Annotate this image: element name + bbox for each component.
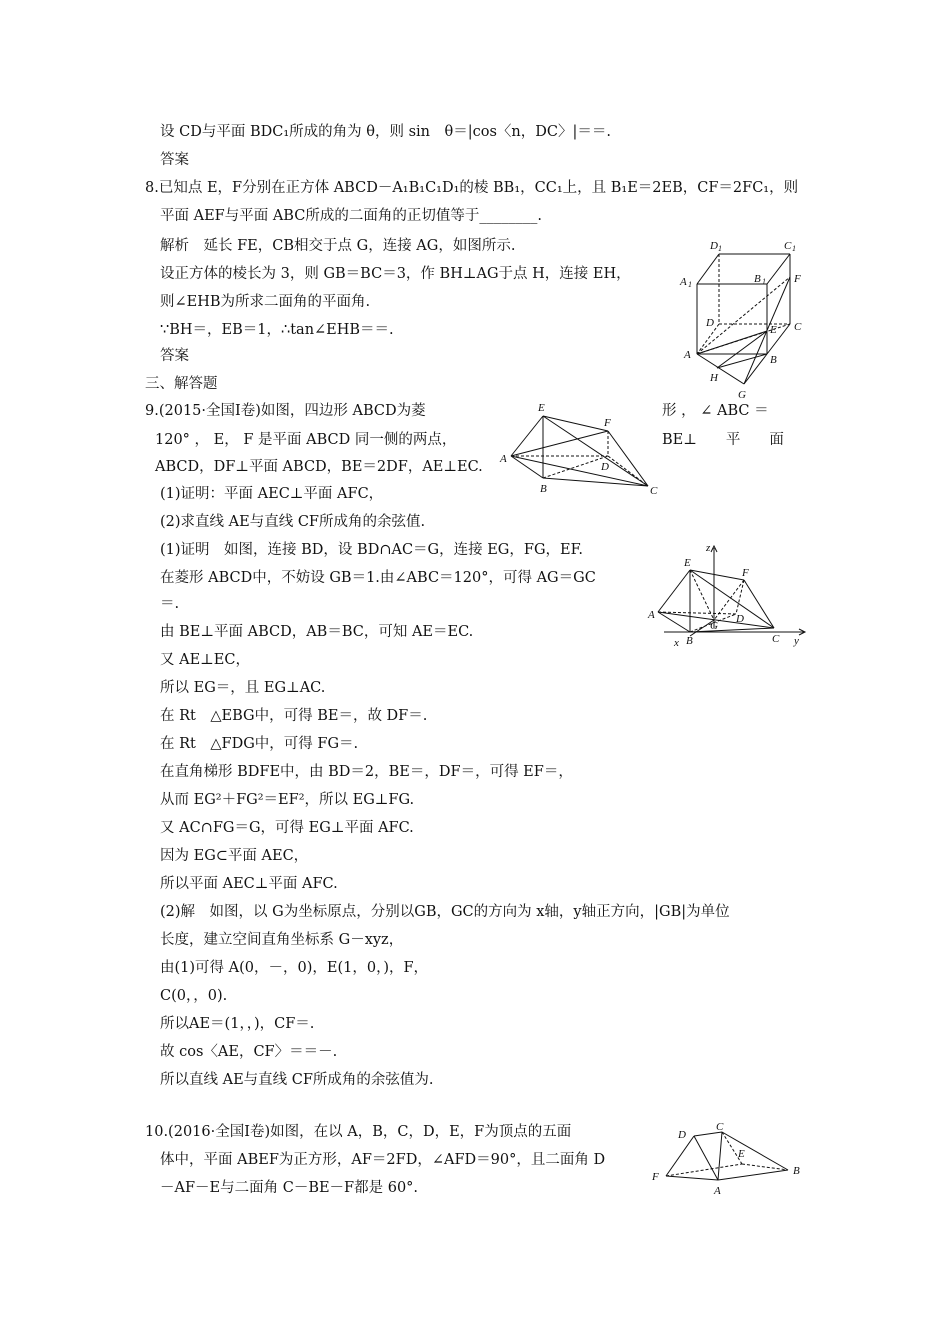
- q9-solution: 所以直线 AE与直线 CF所成角的余弦值为.: [160, 1072, 434, 1088]
- q9-part1: (1)证明：平面 AEC⊥平面 AFC，: [160, 486, 384, 502]
- label-C: C: [772, 633, 780, 645]
- label-E: E: [684, 557, 691, 569]
- label-F: F: [604, 417, 611, 429]
- label-E: E: [738, 1148, 745, 1160]
- q9-stem: 9.(2015·全国Ⅰ卷)如图，四边形 ABCD为菱: [145, 403, 426, 419]
- q10-stem: 体中，平面 ABEF为正方形，AF＝2FD，∠AFD＝90°，且二面角 D: [160, 1152, 606, 1168]
- q9-solution: 由 BE⊥平面 ABCD，AB＝BC，可知 AE＝EC.: [160, 624, 474, 640]
- q9-solution: 长度，建立空间直角坐标系 G－xyz，: [160, 932, 404, 948]
- label-C: C: [650, 485, 658, 497]
- q9-solution: 所以 EG＝，且 EG⊥AC.: [160, 680, 326, 696]
- label-x: x: [674, 637, 679, 649]
- q10-stem: 10.(2016·全国Ⅰ卷)如图，在以 A，B，C，D，E，F为顶点的五面: [145, 1124, 572, 1140]
- svg-text:1: 1: [792, 244, 796, 253]
- q9-stem: BE⊥ 平 面: [662, 432, 784, 448]
- label-F: F: [794, 273, 801, 285]
- label-D: D: [601, 461, 609, 473]
- q9-solution: ＝.: [160, 596, 180, 612]
- label-A1: A: [680, 276, 687, 288]
- q10-stem: －AF－E与二面角 C－BE－F都是 60°.: [160, 1180, 419, 1196]
- label-A: A: [500, 453, 507, 465]
- label-C: C: [716, 1121, 724, 1133]
- q9-stem: ABCD，DF⊥平面 ABCD，BE＝2DF，AE⊥EC.: [155, 459, 483, 475]
- q9-solution: 又 AC∩FG＝G，可得 EG⊥平面 AFC.: [160, 820, 414, 836]
- q9-solution: 故 cos〈AE，CF〉＝＝－.: [160, 1044, 338, 1060]
- label-D: D: [706, 317, 714, 329]
- q9-stem: 120° ， E， F 是平面 ABCD 同一侧的两点，: [155, 432, 457, 448]
- q9-solution: 在菱形 ABCD中，不妨设 GB＝1.由∠ABC＝120°，可得 AG＝GC: [160, 570, 596, 586]
- answer-label: 答案: [160, 348, 189, 364]
- q8-analysis: 解析 延长 FE，CB相交于点 G，连接 AG，如图所示.: [160, 238, 516, 254]
- svg-text:1: 1: [762, 277, 766, 286]
- svg-text:1: 1: [688, 280, 692, 289]
- section-heading: 三、解答题: [145, 376, 218, 392]
- q9-solution: 所以AE＝(1，，)，CF＝.: [160, 1016, 315, 1032]
- label-F: F: [742, 567, 749, 579]
- label-G: G: [738, 389, 746, 401]
- label-B: B: [540, 483, 547, 495]
- q9-figure: [498, 398, 664, 500]
- q10-figure: [648, 1120, 808, 1200]
- q9-stem: 形 ， ∠ ABC ＝: [662, 403, 769, 419]
- label-B: B: [793, 1165, 800, 1177]
- q9-coordinate-figure: [642, 540, 812, 650]
- label-D1: D: [710, 240, 718, 252]
- q9-solution: 在直角梯形 BDFE中，由 BD＝2，BE＝，DF＝，可得 EF＝，: [160, 764, 573, 780]
- label-A: A: [714, 1185, 721, 1197]
- label-B: B: [686, 635, 693, 647]
- label-D: D: [736, 613, 744, 625]
- text-line: 设 CD与平面 BDC₁所成的角为 θ，则 sin θ＝|cos〈n，DC〉|＝＝.: [160, 124, 611, 140]
- q9-solution: 所以平面 AEC⊥平面 AFC.: [160, 876, 338, 892]
- q9-solution: 在 Rt △FDG中，可得 FG＝.: [160, 736, 359, 752]
- label-E: E: [538, 402, 545, 414]
- label-G: G: [710, 620, 718, 632]
- label-B: B: [770, 354, 777, 366]
- label-y: y: [794, 635, 799, 647]
- q9-solution: 又 AE⊥EC，: [160, 652, 250, 668]
- label-E: E: [770, 324, 777, 336]
- label-z: z: [706, 542, 711, 554]
- q9-solution: C(0，，0).: [160, 988, 228, 1004]
- label-D: D: [678, 1129, 686, 1141]
- label-C1: C: [784, 240, 792, 252]
- label-B1: B: [754, 273, 761, 285]
- cube-figure: [672, 232, 814, 404]
- q8-line: ∵BH＝，EB＝1，∴tan∠EHB＝＝.: [160, 322, 394, 338]
- q9-solution: 从而 EG²＋FG²＝EF²，所以 EG⊥FG.: [160, 792, 415, 808]
- label-H: H: [710, 372, 718, 384]
- q8-stem-cont: 平面 AEF与平面 ABC所成的二面角的正切值等于________.: [160, 208, 542, 224]
- q9-solution: 因为 EG⊂平面 AEC，: [160, 848, 309, 864]
- q9-solution: (1)证明 如图，连接 BD，设 BD∩AC＝G，连接 EG，FG，EF.: [160, 542, 584, 558]
- svg-text:1: 1: [718, 244, 722, 253]
- q9-solution: 由(1)可得 A(0，－，0)，E(1，0，)，F，: [160, 960, 429, 976]
- label-C: C: [794, 321, 802, 333]
- q8-line: 则∠EHB为所求二面角的平面角.: [160, 294, 371, 310]
- label-A: A: [648, 609, 655, 621]
- q8-line: 设正方体的棱长为 3，则 GB＝BC＝3，作 BH⊥AG于点 H，连接 EH，: [160, 266, 631, 282]
- q8-stem: 8.已知点 E，F分别在正方体 ABCD－A₁B₁C₁D₁的棱 BB₁，CC₁上，且 B₁E＝2EB，CF＝2FC₁，则: [145, 180, 799, 196]
- answer-label: 答案: [160, 152, 189, 168]
- q9-solution: 在 Rt △EBG中，可得 BE＝，故 DF＝.: [160, 708, 428, 724]
- label-F: F: [652, 1171, 659, 1183]
- label-A: A: [684, 349, 691, 361]
- q9-solution: (2)解 如图，以 G为坐标原点，分别以GB，GC的方向为 x轴，y轴正方向，|GB|为单位: [160, 904, 730, 920]
- q9-part2: (2)求直线 AE与直线 CF所成角的余弦值.: [160, 514, 426, 530]
